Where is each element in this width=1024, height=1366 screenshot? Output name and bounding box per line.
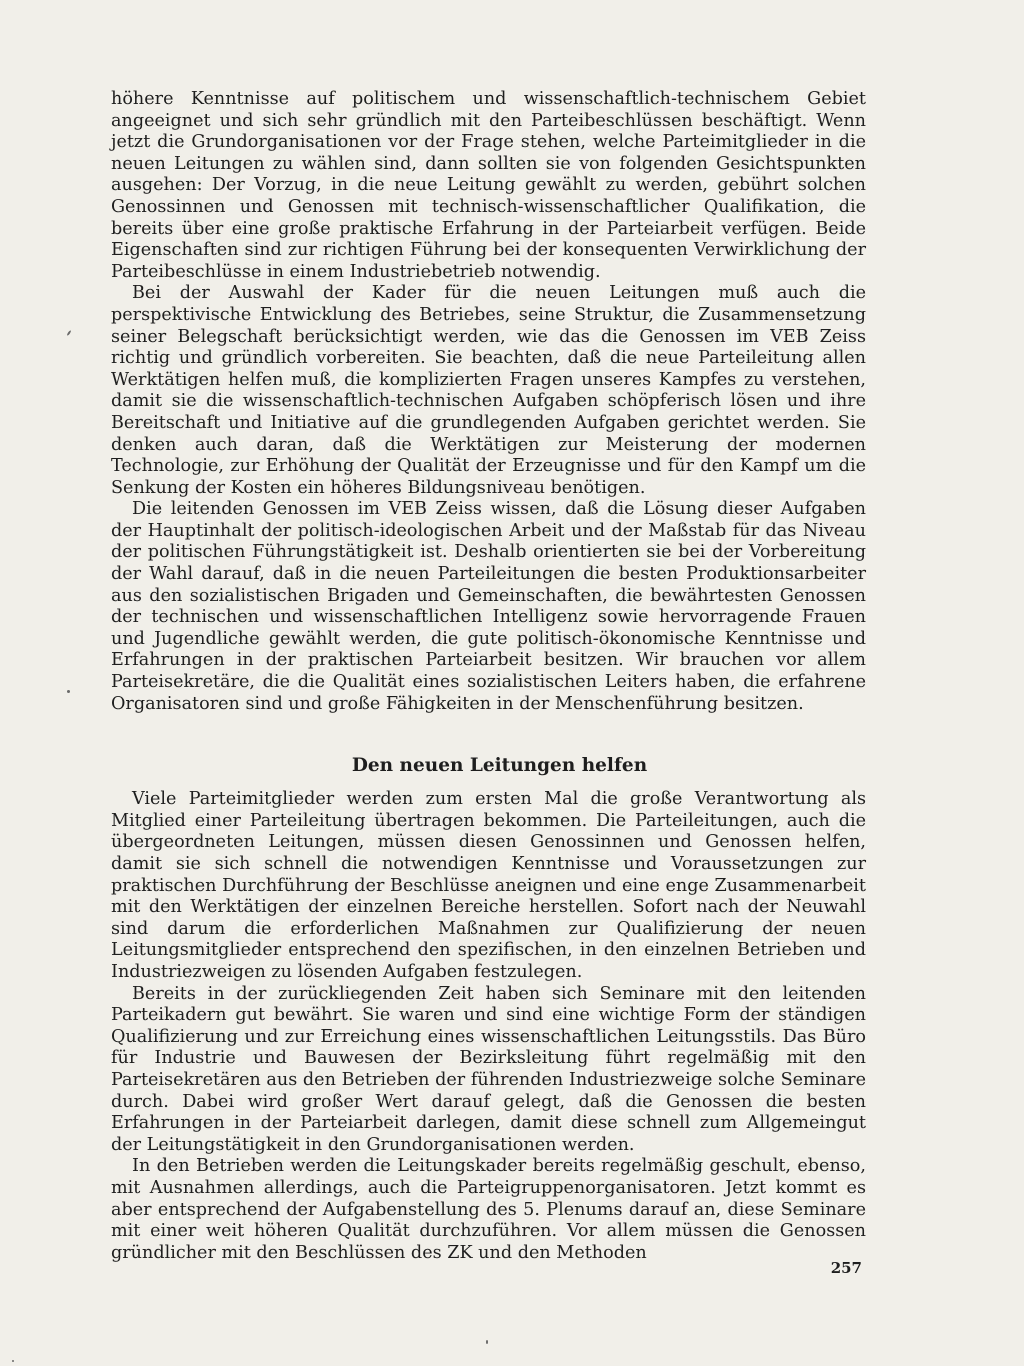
paragraph-3: Die leitenden Genossen im VEB Zeiss wissen, daß die Lösung dieser Aufgaben der Hauptinhalt der politisch-ideologischen Arbeit und der Maßstab für das Niveau der politischen Führungstätigkeit ist. Deshalb orientierten sie bei der Vorbereitung der Wahl darauf, daß in die neuen Parteileitungen die besten Produktionsarbeiter aus den sozialistischen Brigaden und Gemeinschaften, die bewährtesten Genossen der technischen und wissenschaftlichen Intelligenz sowie hervorragende Frauen und Jugendliche gewählt werden, die gute politisch-ökonomische Kenntnisse und Erfahrungen in der praktischen Parteiarbeit besitzen. Wir brauchen vor allem Parteisekretäre, die die Qualität eines sozialistischen Leiters haben, die erfahrene Organisatoren sind und große Fähigkeiten in der Menschenführung besitzen. xyxy=(111,499,866,714)
scan-speck xyxy=(66,330,71,336)
scan-speck xyxy=(486,1340,488,1344)
paragraph-1: höhere Kenntnisse auf politischem und wissenschaftlich-technischem Gebiet angeeignet und sich sehr gründlich mit den Parteibeschlüssen beschäftigt. Wenn jetzt die Grundorganisationen vor der Frage stehen, welche Parteimitglieder in die neuen Leitungen zu wählen sind, dann sollten sie von folgenden Gesichtspunkten ausgehen: Der Vorzug, in die neue Leitung gewählt zu werden, gebührt solchen Genossinnen und Genossen mit technisch-wissenschaftlicher Qualifikation, die bereits über eine große praktische Erfahrung in der Parteiarbeit verfügen. Beide Eigenschaften sind zur richtigen Führung bei der konsequenten Verwirklichung der Parteibeschlüsse in einem Industriebetrieb notwendig. xyxy=(111,89,866,282)
paragraph-2: Bei der Auswahl der Kader für die neuen Leitungen muß auch die perspektivische Entwicklung des Betriebes, seine Struktur, die Zusammensetzung seiner Belegschaft berücksichtigt werden, wie das die Genossen im VEB Zeiss richtig und gründlich vorbereiten. Sie beachten, daß die neue Parteileitung allen Werktätigen helfen muß, die komplizierten Fragen unseres Kampfes zu verstehen, damit sie die wissenschaftlich-technischen Aufgaben schöpferisch lösen und ihre Bereitschaft und Initiative auf die grundlegenden Aufgaben gerichtet werden. Sie denken auch daran, daß die Werktätigen zur Meisterung der modernen Technologie, zur Erhöhung der Qualität der Erzeugnisse und für den Kampf um die Senkung der Kosten ein höheres Bildungsniveau benötigen. xyxy=(111,283,866,498)
page-number: 257 xyxy=(830,1259,862,1277)
text-column xyxy=(111,89,866,1264)
scan-speck xyxy=(12,1360,14,1362)
paragraph-6: In den Betrieben werden die Leitungskader bereits regelmäßig geschult, ebenso, mit Ausnahmen allerdings, auch die Parteigruppenorganisatoren. Jetzt kommt es aber entsprechend der Aufgabenstellung des 5. Plenums darauf an, diese Seminare mit einer weit höheren Qualität durchzuführen. Vor allem müssen die Genossen gründlicher mit den Beschlüssen des ZK und den Methoden xyxy=(111,1156,866,1263)
paragraph-5: Bereits in der zurückliegenden Zeit haben sich Seminare mit den leitenden Parteikadern gut bewährt. Sie waren und sind eine wichtige Form der ständigen Qualifizierung und zur Erreichung eines wissenschaftlichen Leitungsstils. Das Büro für Industrie und Bauwesen der Bezirksleitung führt regelmäßig mit den Parteisekretären aus den Betrieben der führenden Industriezweige solche Seminare durch. Dabei wird großer Wert darauf gelegt, daß die Genossen die besten Erfahrungen in der Parteiarbeit darlegen, damit diese schnell zum Allgemeingut der Leitungstätigkeit in den Grundorganisationen werden. xyxy=(111,983,866,1155)
paragraph-4: Viele Parteimitglieder werden zum ersten Mal die große Verantwortung als Mitglied einer Parteileitung übertragen bekommen. Die Parteileitungen, auch die übergeordneten Leitungen, müssen diesen Genossinnen und Genossen helfen, damit sie sich schnell die notwendigen Kenntnisse und Voraussetzungen zur praktischen Durchführung der Beschlüsse aneignen und eine enge Zusammenarbeit mit den Werktätigen der einzelnen Bereiche herstellen. Sofort nach der Neuwahl sind darum die erforderlichen Maßnahmen zur Qualifizierung der neuen Leitungsmitglieder entsprechend den spezifischen, in den einzelnen Betrieben und Industriezweigen zu lösenden Aufgaben festzulegen. xyxy=(111,789,866,982)
section-heading: Den neuen Leitungen helfen xyxy=(351,755,648,777)
scan-speck xyxy=(67,690,70,693)
